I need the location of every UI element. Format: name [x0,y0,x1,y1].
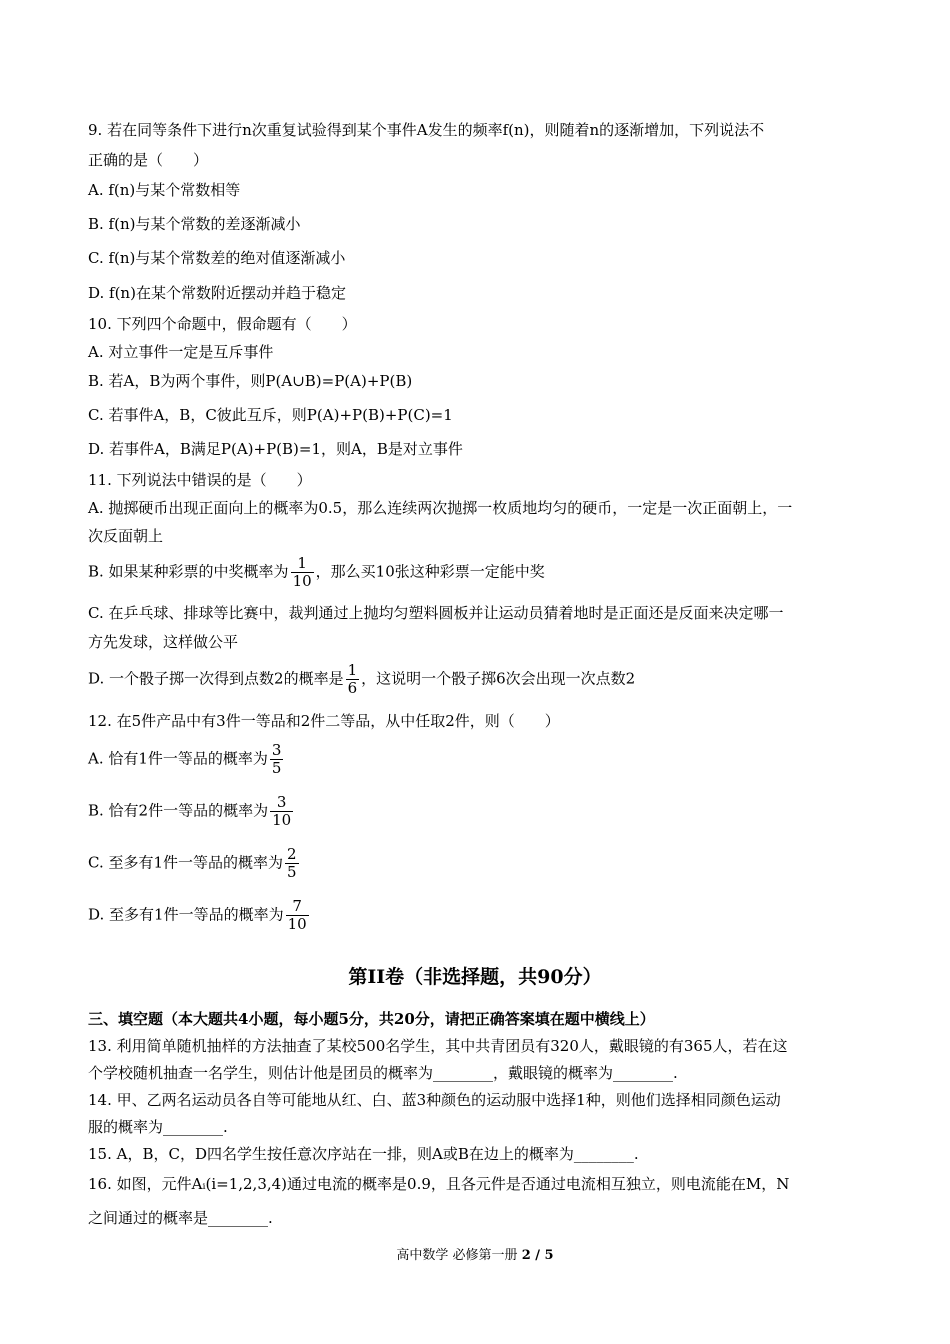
q9-option-a: A. f(n)与某个常数相等 [88,181,241,199]
q12-d-numerator: 7 [286,898,309,916]
footer-page-number: 2 / 5 [521,1248,554,1263]
q11-option-c-line1: C. 在乒乓球、排球等比赛中，裁判通过上抛均匀塑料圆板并让运动员猜着地时是正面还是反面来决定哪一 [88,604,784,622]
q12-stem: 12. 在5件产品中有3件一等品和2件二等品，从中任取2件，则（ ） [88,712,560,730]
q11-b-suffix: ，那么买10张这种彩票一定能中奖 [315,562,545,581]
section-2-title: 第II卷（非选择题，共90分） [348,966,602,988]
q11-stem: 11. 下列说法中错误的是（ ） [88,471,312,489]
q12-c-fraction [285,846,299,881]
q9-option-d: D. f(n)在某个常数附近摆动并趋于稳定 [88,284,346,302]
part-3-heading: 三、填空题（本大题共4小题，每小题5分，共20分，请把正确答案填在题中横线上） [88,1010,655,1028]
q15-line1: 15. A，B，C，D四名学生按任意次序站在一排，则A或B在边上的概率为________. [88,1145,639,1163]
q12-option-a [88,742,285,777]
q12-d-text: D. 至多有1件一等品的概率为 [88,905,284,924]
q12-a-denominator: 5 [271,759,282,777]
q16-line1: 16. 如图，元件Aᵢ(i=1,2,3,4)通过电流的概率是0.9，且各元件是否通过电流相互独立，则电流能在M，N [88,1175,790,1193]
q9-option-c: C. f(n)与某个常数差的绝对值逐渐减小 [88,249,346,267]
q12-b-numerator: 3 [270,794,293,812]
q10-stem: 10. 下列四个命题中，假命题有（ ） [88,315,357,333]
footer-course: 高中数学 必修第一册 [396,1248,518,1263]
q11-b-numerator: 1 [291,555,314,573]
q11-d-denominator: 6 [347,679,358,697]
q10-option-a: A. 对立事件一定是互斥事件 [88,343,274,361]
q12-option-d [88,898,311,933]
q11-d-numerator: 1 [347,661,358,679]
q11-option-c-line2: 方先发球，这样做公平 [88,633,239,651]
q12-c-denominator: 5 [287,863,297,881]
q11-option-b [88,555,545,590]
q9-stem-line1: 9. 若在同等条件下进行n次重复试验得到某个事件A发生的频率f(n)，则随着n的逐渐增加，下列说法不 [88,121,765,139]
q12-d-fraction [286,898,309,933]
q14-line1: 14. 甲、乙两名运动员各自等可能地从红、白、蓝3种颜色的运动服中选择1种，则他们选择相同颜色运动 [88,1091,781,1109]
q12-b-text: B. 恰有2件一等品的概率为 [88,801,269,820]
q16-line2: 之间通过的概率是________. [88,1209,273,1227]
q12-option-b [88,794,295,829]
q12-c-text: C. 至多有1件一等品的概率为 [88,853,284,872]
q11-option-a-line1: A. 抛掷硬币出现正面向上的概率为0.5，那么连续两次抛掷一枚质地均匀的硬币，一定是一次正面朝上，一 [88,499,793,517]
q11-option-a-line2: 次反面朝上 [88,527,164,545]
q11-d-suffix: ，这说明一个骰子掷6次会出现一次点数2 [361,669,636,688]
q12-option-c [88,846,301,881]
q10-option-d: D. 若事件A，B满足P(A)+P(B)=1，则A，B是对立事件 [88,440,463,458]
q12-a-text: A. 恰有1件一等品的概率为 [88,749,268,768]
q10-option-c: C. 若事件A，B，C彼此互斥，则P(A)+P(B)+P(C)=1 [88,406,453,424]
q11-b-prefix: B. 如果某种彩票的中奖概率为 [88,562,289,581]
q13-line2: 个学校随机抽查一名学生，则估计他是团员的概率为________，戴眼镜的概率为________. [88,1064,678,1082]
q12-b-denominator: 10 [272,811,292,829]
q11-option-d [88,662,635,697]
q10-option-b: B. 若A，B为两个事件，则P(A∪B)=P(A)+P(B) [88,372,413,390]
q11-d-fraction [346,662,360,697]
q12-b-fraction [270,794,293,829]
q11-b-fraction [291,555,314,590]
page-footer [0,1244,950,1263]
q12-d-denominator: 10 [287,915,307,933]
q12-a-numerator: 3 [271,741,282,759]
q12-a-fraction [270,742,284,777]
q11-b-denominator: 10 [292,572,312,590]
q14-line2: 服的概率为________. [88,1118,228,1136]
q9-option-b: B. f(n)与某个常数的差逐渐减小 [88,215,301,233]
q9-stem-line2: 正确的是（ ） [88,151,209,169]
q13-line1: 13. 利用简单随机抽样的方法抽查了某校500名学生，其中共青团员有320人，戴眼镜的有365人，若在这 [88,1037,788,1055]
q12-c-numerator: 2 [287,845,297,863]
q11-d-prefix: D. 一个骰子掷一次得到点数2的概率是 [88,669,344,688]
